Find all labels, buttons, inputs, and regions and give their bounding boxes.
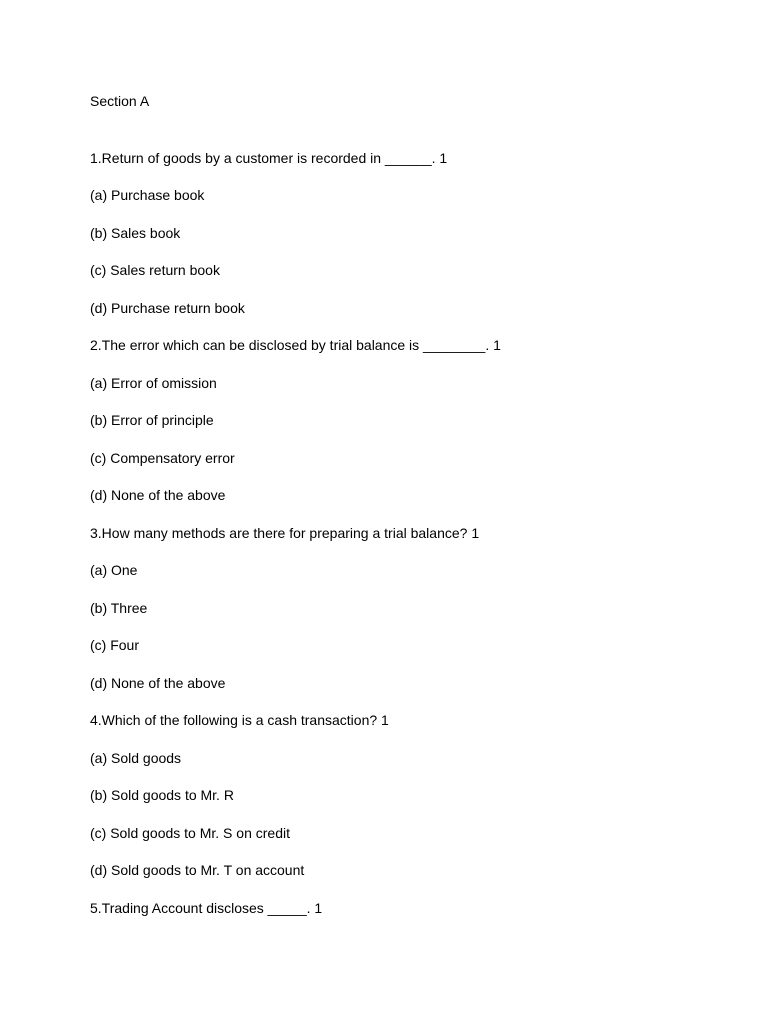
question-2-option-a: (a) Error of omission [90, 374, 217, 391]
question-3-option-d: (d) None of the above [90, 674, 226, 691]
question-4-option-a: (a) Sold goods [90, 749, 182, 766]
question-2-option-b: (b) Error of principle [90, 412, 214, 428]
question-1-option-d: (d) Purchase return book [90, 299, 245, 316]
question-1-option-a: (a) Purchase book [90, 187, 205, 203]
question-1-option-b: (b) Sales book [90, 224, 181, 241]
question-4-option-b: (b) Sold goods to Mr. R [90, 787, 234, 803]
question-1: 1.Return of goods by a customer is recorded in ______. 1 [90, 149, 448, 166]
question-4-option-d: (d) Sold goods to Mr. T on account [90, 862, 305, 878]
question-3-option-a: (a) One [90, 562, 138, 578]
question-1-option-c: (c) Sales return book [90, 262, 220, 278]
question-3-option-b: (b) Three [90, 599, 148, 616]
question-3-option-c: (c) Four [90, 637, 139, 653]
question-5: 5.Trading Account discloses _____. 1 [90, 899, 323, 916]
question-3: 3.How many methods are there for preparing a trial balance? 1 [90, 524, 480, 541]
question-2-option-c: (c) Compensatory error [90, 449, 235, 466]
section-title: Section A [90, 93, 150, 109]
question-2: 2.The error which can be disclosed by trial balance is ________. 1 [90, 337, 501, 353]
question-4-option-c: (c) Sold goods to Mr. S on credit [90, 824, 290, 841]
question-4: 4.Which of the following is a cash transaction? 1 [90, 712, 389, 728]
document-page [90, 92, 730, 936]
question-2-option-d: (d) None of the above [90, 487, 226, 503]
